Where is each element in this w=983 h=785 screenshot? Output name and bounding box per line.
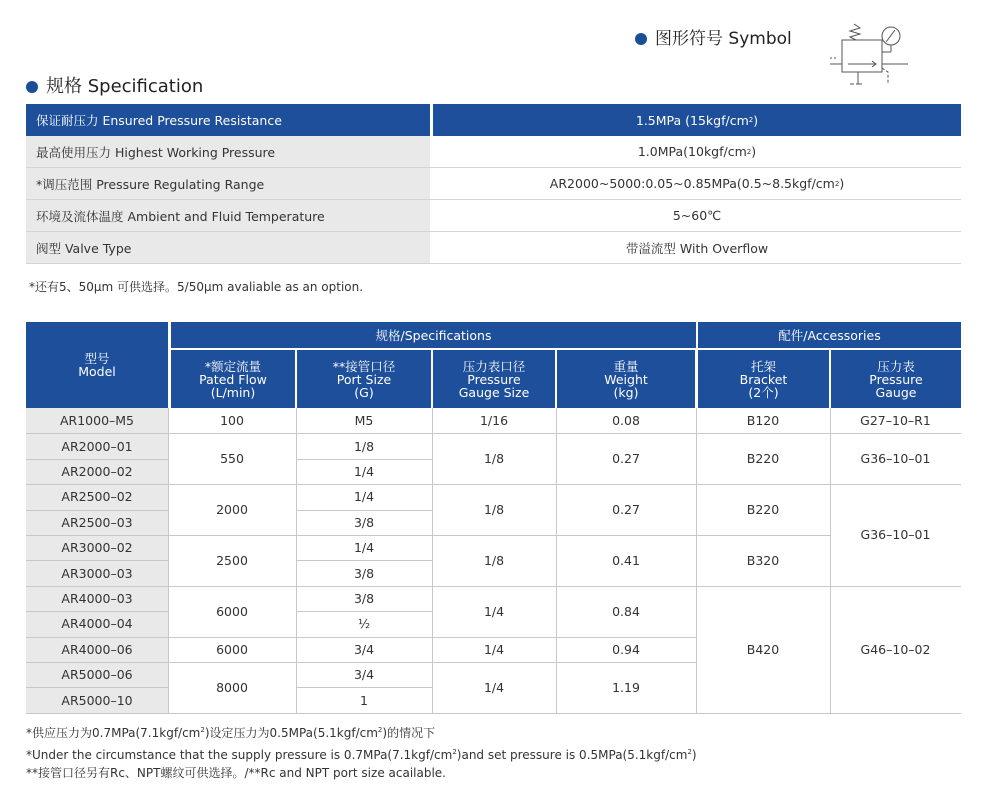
spec-value-sup: 2 [748,116,754,124]
spec-row-label: 保证耐压力 Ensured Pressure Resistance [26,104,430,136]
table-hline [26,484,168,485]
model-cell: AR4000–06 [61,641,133,657]
table-hline [296,459,432,460]
spec-row-label: 阀型 Valve Type [26,232,430,263]
table-hline [26,637,168,638]
port-cell: 3/4 [353,667,375,683]
port-col-header-line: (G) [354,384,374,400]
gauge-cell: G36–10–01 [860,527,931,543]
table-hline [26,560,168,561]
table-hline [26,535,168,536]
table-hline [696,433,830,434]
gauge-cell: G36–10–01 [860,451,931,467]
spec-row [26,104,961,136]
port-cell: 1/4 [353,489,375,505]
port-cell: ½ [357,616,371,632]
gauge-port-cell: 1/8 [483,552,505,568]
footnotes [26,721,697,783]
model-col-header-line: 型号 [84,351,110,366]
model-cell: AR2000–01 [61,438,133,454]
gauge-col-header-line: Gauge [875,384,917,400]
gauge-port-cell: 1/8 [483,451,505,467]
table-hline [26,662,168,663]
spec-value-tail: ) [751,144,757,159]
spec-row [26,168,961,200]
table-hline [556,535,696,536]
weight-cell: 0.41 [612,552,640,568]
model-col-header [26,322,168,408]
table-hline [296,687,432,688]
weight-cell: 0.94 [612,641,640,657]
gauge-col-header-line: 压力表 [877,358,915,374]
symbol-heading [635,24,792,49]
port-col-header-line: Port Size [336,371,392,387]
port-cell: 3/8 [353,514,375,530]
model-cell: AR5000–10 [61,692,133,708]
port-cell: M5 [354,413,374,429]
gauge-port-cell: 1/4 [483,641,505,657]
bracket-col-header-line: (2个) [748,384,779,400]
table-hline [556,484,696,485]
table-hline [168,433,296,434]
port-cell: 3/4 [353,641,375,657]
spec-row-value [433,136,961,167]
model-cell: AR3000–03 [61,565,133,581]
spec-value-text: 1.5MPa (15kgf/cm [635,112,749,128]
spec-value-tail: ) [839,176,845,191]
table-hline [168,586,296,587]
port-col-header [297,350,431,408]
table-hline [432,484,556,485]
weight-cell: 0.27 [612,502,640,518]
footnote-text: )的情况下 [382,726,436,740]
bullet-dot-icon [635,33,647,45]
spec-row-label: 最高使用压力 Highest Working Pressure [26,136,430,167]
model-cell: AR4000–04 [61,616,133,632]
bracket-cell: B420 [746,641,780,657]
model-col-header-line: Model [78,364,116,379]
gauge-port-col-header-line: 压力表口径 [462,358,526,374]
spec-row [26,200,961,232]
spec-row-label: 环境及流体温度 Ambient and Fluid Temperature [26,200,430,231]
table-hline [556,586,696,587]
model-cell: AR2500–03 [61,514,133,530]
gauge-port-cell: 1/16 [479,413,509,429]
table-hline [296,510,432,511]
table-hline [26,433,168,434]
spec-value-sup: 2 [746,147,752,156]
gauge-port-col-header [433,350,555,408]
table-vline [696,408,697,713]
footnote-sup: 2 [377,726,383,734]
weight-col-header-line: (kg) [613,384,639,400]
spec-row [26,136,961,168]
bracket-cell: B220 [746,502,780,518]
flow-col-header-line: *额定流量 [204,358,262,374]
model-cell: AR3000–02 [61,540,133,556]
spec-heading [26,72,203,98]
gauge-cell: G46–10–02 [860,641,931,657]
footnote-text: **接管口径另有Rc、NPT螺纹可供选择。/**Rc and NPT port size acailable. [26,766,446,780]
gauge-port-cell: 1/4 [483,603,505,619]
table-hline [296,662,432,663]
weight-cell: 0.84 [612,603,640,619]
table-hline [26,586,168,587]
weight-col-header-line: Weight [604,371,648,387]
bullet-dot-icon [26,81,38,93]
accessories-group-header [698,322,961,348]
spec-value-text: 1.0MPa(10kgf/cm [637,144,747,159]
table-vline [296,408,297,713]
table-hline [696,586,830,587]
bracket-col-header-line: Bracket [739,371,788,387]
footnote-text: *供应压力为0.7MPa(7.1kgf/cm [26,726,201,740]
spec-value-text: 带溢流型 With Overflow [625,240,769,256]
table-hline [696,484,830,485]
model-cell: AR1000–M5 [59,413,135,429]
spec-row-value [433,200,961,231]
footnote-text: )设定压力为0.5MPa(5.1kgf/cm [204,726,378,740]
table-vline [556,408,557,713]
flow-col-header [171,350,295,408]
spec-note: *还有5、50μm 可供选择。5/50μm avaliable as an option. [29,280,364,294]
flow-cell: 8000 [216,679,248,695]
table-hline [296,560,432,561]
spec-row-value [433,104,961,136]
gauge-col-header-line: Pressure [869,371,923,387]
port-cell: 1/4 [353,463,375,479]
port-cell: 1/8 [353,438,375,454]
table-hline [556,637,696,638]
flow-cell: 2500 [216,552,248,568]
table-hline [26,687,168,688]
spec-value-text: AR2000~5000:0.05~0.85MPa(0.5~8.5kgf/cm [549,176,835,191]
port-cell: 1/4 [353,540,375,556]
table-vline [432,408,433,713]
footnote-line [26,721,697,743]
bracket-cell: B220 [746,451,780,467]
flow-cell: 2000 [216,502,248,518]
flow-cell: 550 [220,451,244,467]
bracket-col-header [698,350,829,408]
weight-col-header [557,350,695,408]
gauge-port-col-header-line: Gauge Size [458,384,530,400]
weight-cell: 0.27 [612,451,640,467]
spec-row-value [433,168,961,199]
footnote-sup: 2 [452,747,457,756]
spec-heading-text: 规格 Specification [46,76,204,97]
flow-cell: 100 [220,413,244,429]
table-hline [26,459,168,460]
port-col-header-line: **接管口径 [332,358,396,374]
specs-group-header-line: 规格/Specifications [375,327,492,343]
table-hline [26,611,168,612]
table-hline [296,535,432,536]
spec-value-sup: 2 [834,179,840,188]
specs-group-header [171,322,696,348]
table-hline [830,586,961,587]
gauge-cell: G27–10–R1 [860,413,931,429]
footnote-line [26,743,697,765]
table-hline [296,586,432,587]
bracket-cell: B120 [746,413,780,429]
table-hline [168,535,296,536]
table-hline [830,433,961,434]
table-hline [26,510,168,511]
table-hline [26,713,961,714]
model-table [26,322,961,713]
table-hline [296,611,432,612]
flow-col-header-line: Pated Flow [199,371,267,387]
footnote-text: ) [691,747,697,762]
table-hline [696,535,830,536]
footnote-sup: 2 [200,726,205,734]
flow-cell: 6000 [216,603,248,619]
table-hline [168,484,296,485]
table-hline [432,586,556,587]
port-cell: 3/8 [353,565,375,581]
weight-cell: 0.08 [612,413,640,429]
weight-cell: 1.19 [612,679,640,695]
table-hline [168,637,296,638]
spec-row [26,232,961,264]
port-cell: 3/8 [353,590,375,606]
table-vline [168,408,169,713]
spec-row-label: *调压范围 Pressure Regulating Range [26,168,430,199]
table-hline [296,637,432,638]
table-hline [432,662,556,663]
spec-table [26,104,961,264]
accessories-group-header-line: 配件/Accessories [778,327,881,343]
gauge-port-col-header-line: Pressure [467,371,521,387]
model-cell: AR2500–02 [61,489,133,505]
footnote-sup: 2 [687,747,692,756]
model-cell: AR5000–06 [61,667,133,683]
table-hline [432,433,556,434]
table-hline [168,662,296,663]
table-hline [830,484,961,485]
spec-value-text: 5~60℃ [672,208,722,223]
footnote-text: *Under the circumstance that the supply pressure is 0.7MPa(7.1kgf/cm [26,747,453,762]
table-hline [432,637,556,638]
table-hline [296,433,432,434]
table-vline [830,408,831,713]
spec-value-tail: ) [753,112,759,128]
symbol-heading-text: 图形符号 Symbol [655,29,792,49]
table-hline [432,535,556,536]
flow-cell: 6000 [216,641,248,657]
gauge-port-cell: 1/4 [483,679,505,695]
port-cell: 1 [360,692,368,708]
table-hline [556,433,696,434]
footnote-line [26,764,697,783]
bracket-col-header-line: 托架 [750,358,776,374]
flow-col-header-line: (L/min) [210,384,256,400]
gauge-port-cell: 1/8 [483,502,505,518]
regulator-symbol-icon [828,18,910,90]
weight-col-header-line: 重量 [613,358,639,374]
model-cell: AR2000–02 [61,463,133,479]
footnote-text: )and set pressure is 0.5MPa(5.1kgf/cm [456,747,688,762]
model-cell: AR4000–03 [61,590,133,606]
table-hline [296,484,432,485]
table-hline [556,662,696,663]
spec-row-value [433,232,961,263]
gauge-col-header [831,350,961,408]
bracket-cell: B320 [746,552,780,568]
